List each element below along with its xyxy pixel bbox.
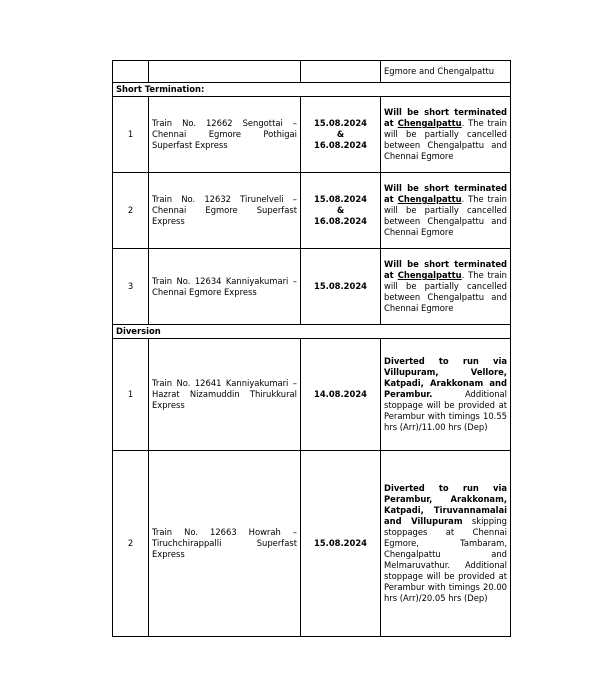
section-title: Short Termination: (113, 83, 511, 97)
date-value: 14.08.2024 (314, 389, 367, 399)
table-row (113, 451, 511, 637)
date-cell (301, 173, 381, 249)
remark-station: Chengalpattu (397, 194, 462, 204)
serial-number: 3 (113, 249, 149, 325)
serial-number: 1 (113, 339, 149, 451)
train-name: Train No. 12632 Tirunelveli – Chennai Egmore Superfast Express (149, 173, 301, 249)
date-separator: & (336, 205, 345, 215)
remark-bold: Will be short terminated at (384, 259, 507, 280)
date-separator: & (336, 129, 345, 139)
remark-cell: Egmore and Chengalpattu (381, 61, 511, 83)
train-name: Train No. 12662 Sengottai – Chennai Egmore Pothigai Superfast Express (149, 97, 301, 173)
remark-cell (381, 173, 511, 249)
train-name: Train No. 12641 Kanniyakumari – Hazrat Nizamuddin Thirukkural Express (149, 339, 301, 451)
empty-cell (301, 61, 381, 83)
section-header-diversion (113, 325, 511, 339)
serial-number: 2 (113, 173, 149, 249)
table-row (113, 339, 511, 451)
remark-cell (381, 97, 511, 173)
remark-text: . The train will be partially cancelled between Chengalpattu and Chennai Egmore (384, 194, 507, 237)
date-value: 15.08.2024 (314, 538, 367, 548)
remark-text: skipping stoppages at Chennai Egmore, Tambaram, Chengalpattu and Melmaruvathur. Additional stoppage will be provided at Perambur with timings 20.00 hrs (Arr)/20.05 hrs (Dep) (384, 516, 507, 603)
remark-bold: Diverted to run via Villupuram, Vellore, Katpadi, Arakkonam and Perambur. (384, 356, 507, 399)
empty-cell (113, 61, 149, 83)
remark-bold: Will be short terminated at (384, 183, 507, 204)
date-cell (301, 97, 381, 173)
table-row (113, 97, 511, 173)
remark-text: . The train will be partially cancelled between Chengalpattu and Chennai Egmore (384, 270, 507, 313)
date-cell (301, 451, 381, 637)
date-cell (301, 339, 381, 451)
remark-cell (381, 339, 511, 451)
remark-bold: Will be short terminated at (384, 107, 507, 128)
date-value: 16.08.2024 (314, 216, 367, 226)
date-cell (301, 249, 381, 325)
section-header-short-termination (113, 83, 511, 97)
remark-station: Chengalpattu (397, 270, 462, 280)
section-title: Diversion (113, 325, 511, 339)
serial-number: 1 (113, 97, 149, 173)
train-name: Train No. 12663 Howrah – Tiruchchirappalli Superfast Express (149, 451, 301, 637)
train-schedule-table (112, 60, 511, 637)
serial-number: 2 (113, 451, 149, 637)
remark-text: . The train will be partially cancelled between Chengalpattu and Chennai Egmore (384, 118, 507, 161)
date-value: 15.08.2024 (314, 281, 367, 291)
remark-bold: Diverted to run via Perambur, Arakkonam, Katpadi, Tiruvannamalai and Villupuram (384, 483, 507, 526)
date-value: 16.08.2024 (314, 140, 367, 150)
train-name: Train No. 12634 Kanniyakumari – Chennai Egmore Express (149, 249, 301, 325)
empty-cell (149, 61, 301, 83)
remark-cell (381, 249, 511, 325)
date-value: 15.08.2024 (314, 118, 367, 128)
table-row (113, 249, 511, 325)
date-value: 15.08.2024 (314, 194, 367, 204)
remark-cell (381, 451, 511, 637)
table-row (113, 173, 511, 249)
remark-station: Chengalpattu (397, 118, 462, 128)
table-row-carryover (113, 61, 511, 83)
remark-text: Additional stoppage will be provided at Perambur with timings 10.55 hrs (Arr)/11.00 hrs (Dep) (384, 389, 507, 432)
